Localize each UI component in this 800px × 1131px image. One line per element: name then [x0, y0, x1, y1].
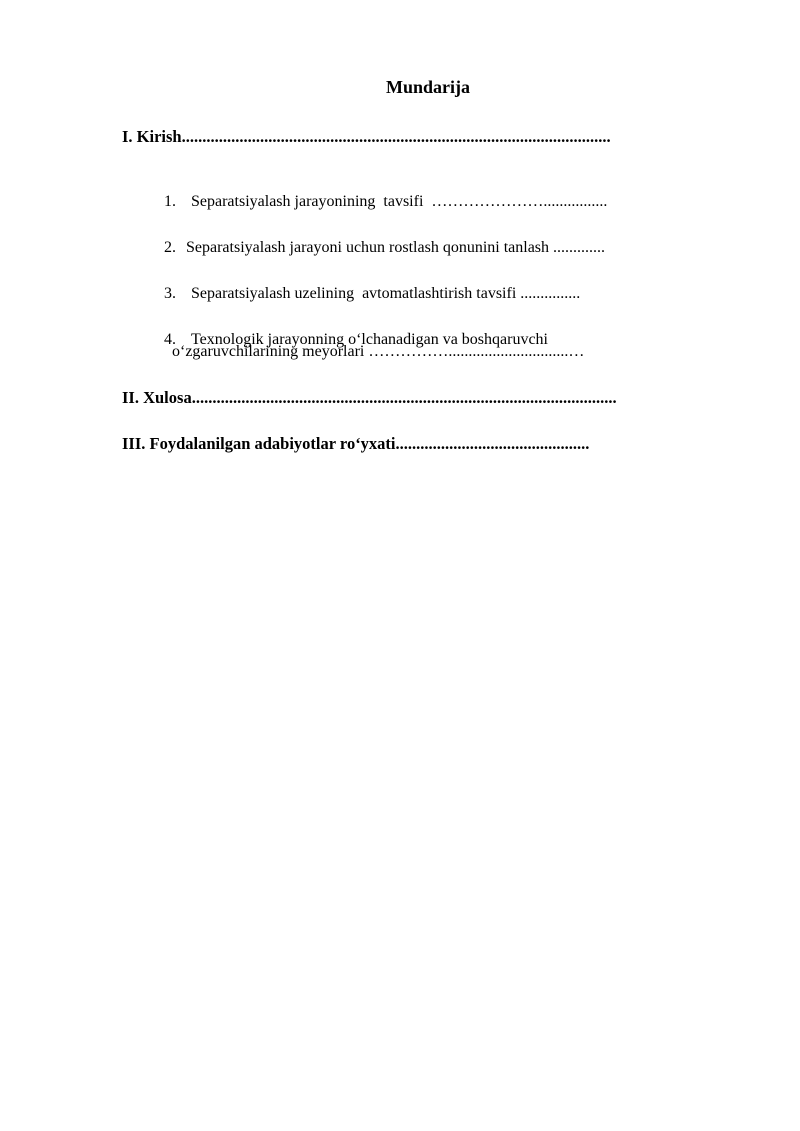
toc-entry-1-text: Separatsiyalash jarayonining tavsifi …………………................ — [191, 193, 608, 210]
toc-entry-introduction: I. Kirish........................................................................................................ — [122, 127, 611, 146]
toc-entry-4-text-line1: Texnologik jarayonning o‘lchanadigan va boshqaruvchi — [191, 331, 548, 348]
toc-entry-4-number: 4. — [164, 331, 176, 348]
toc-entry-2-number: 2. — [164, 239, 176, 256]
toc-entry-3-number: 3. — [164, 285, 176, 302]
toc-entry-2-text: Separatsiyalash jarayoni uchun rostlash qonunini tanlash ............. — [186, 239, 606, 256]
toc-entry-1-number: 1. — [164, 193, 176, 210]
toc-entry-4-text-line2: o‘zgaruvchilarining meyorlari ……………..............................… — [172, 343, 585, 360]
toc-entry-references: III. Foydalanilgan adabiyotlar ro‘yxati............................................... — [122, 434, 590, 453]
toc-entry-3-text: Separatsiyalash uzelining avtomatlashtirish tavsifi ............... — [191, 285, 581, 302]
toc-entry-conclusion: II. Xulosa....................................................................................................... — [122, 388, 617, 407]
page-title: Mundarija — [385, 77, 470, 97]
